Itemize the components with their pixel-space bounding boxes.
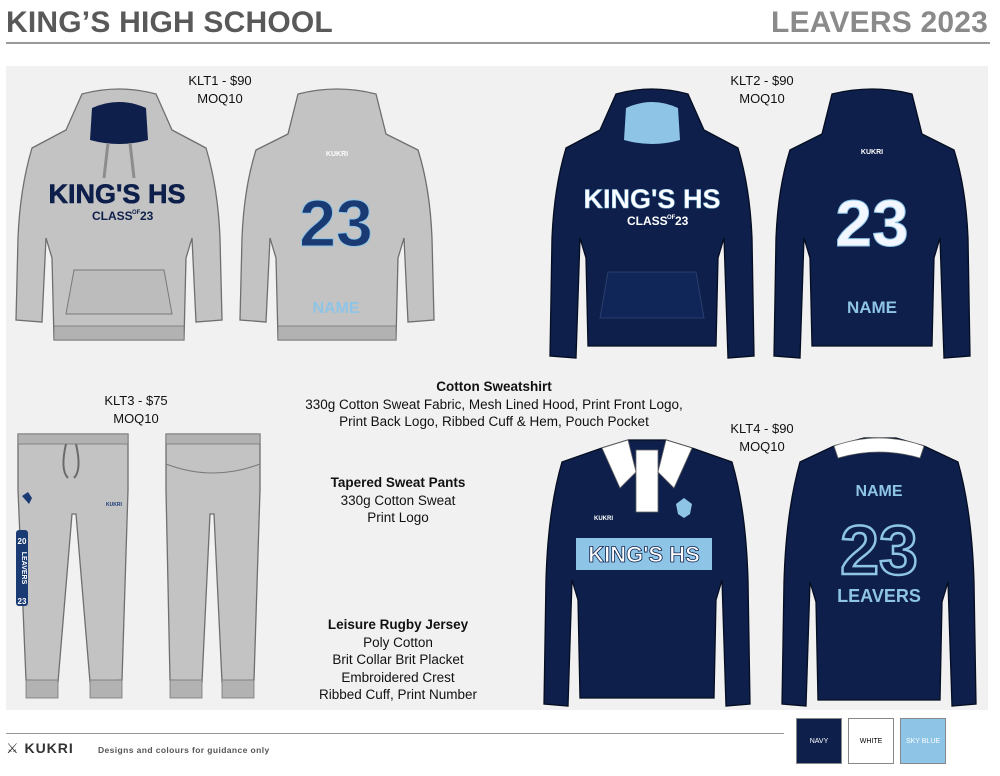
guidance-note: Designs and colours for guidance only	[98, 745, 270, 755]
klt4-jersey-front	[536, 430, 758, 710]
klt3-moq: MOQ10	[113, 411, 159, 426]
klt2-moq: MOQ10	[739, 91, 785, 106]
klt2-class-text: CLASS	[627, 214, 668, 228]
jersey-line-2: Brit Collar Brit Placket	[332, 652, 464, 667]
klt4-moq: MOQ10	[739, 439, 785, 454]
sweatshirt-title: Cotton Sweatshirt	[436, 379, 552, 394]
klt1-back-number: 23	[299, 186, 373, 260]
jersey-line-4: Ribbed Cuff, Print Number	[318, 687, 478, 702]
klt1-back-name: NAME	[312, 300, 360, 317]
jersey-title: Leisure Rugby Jersey	[327, 617, 469, 632]
klt4-front-logo: KING'S HS	[588, 542, 700, 567]
klt4-back-name: NAME	[855, 483, 903, 500]
pants-description	[298, 474, 498, 527]
kukri-wordmark: KUKRI	[24, 740, 74, 756]
klt1-moq: MOQ10	[197, 91, 243, 106]
klt3-front-brand: KUKRI	[106, 502, 122, 508]
klt2-class-sup: OF	[667, 215, 676, 221]
klt1-hoodie-front	[8, 88, 230, 352]
kukri-logo	[6, 740, 74, 757]
sweatshirt-line-2: Print Back Logo, Ribbed Cuff & Hem, Pouch Pocket	[339, 414, 649, 429]
klt3-leg-word: LEAVERS	[20, 551, 27, 585]
klt1-back-brand: KUKRI	[325, 151, 349, 158]
header-divider	[6, 42, 990, 44]
klt2-back-brand: KUKRI	[860, 149, 884, 156]
klt1-front-logo: KING'S HS	[48, 179, 186, 209]
pants-line-2: Print Logo	[367, 510, 429, 525]
klt4-jersey-back	[774, 432, 984, 710]
klt4-front-brand: KUKRI	[594, 516, 613, 522]
klt1-class-text: CLASS	[92, 209, 133, 223]
klt3-label	[96, 392, 176, 428]
klt2-back-name: NAME	[846, 298, 898, 317]
klt3-leg-top: 20	[17, 537, 27, 546]
swatch-sky-blue-label: SKY BLUE	[905, 737, 941, 745]
klt3-pants-front	[10, 430, 136, 706]
school-title: KING’S HIGH SCHOOL	[6, 6, 333, 39]
klt2-hoodie-front	[544, 88, 760, 370]
swatch-navy-label: NAVY	[809, 737, 829, 745]
swatch-white-label: WHITE	[859, 737, 883, 745]
klt2-front-logo: KING'S HS	[583, 184, 721, 214]
klt3-leg-bottom: 23	[17, 597, 27, 606]
klt2-hoodie-back	[766, 88, 978, 370]
klt1-code: KLT1 - $90	[188, 73, 252, 88]
sweatshirt-description	[288, 378, 700, 431]
klt1-class-sup: OF	[132, 210, 141, 216]
klt1-class-year: 23	[140, 209, 154, 223]
klt3-code: KLT3 - $75	[104, 393, 168, 408]
klt2-class-year: 23	[675, 214, 689, 228]
klt4-code: KLT4 - $90	[730, 421, 794, 436]
klt2-code: KLT2 - $90	[730, 73, 794, 88]
pants-line-1: 330g Cotton Sweat	[340, 492, 456, 508]
klt4-back-leavers: LEAVERS	[837, 586, 921, 606]
klt2-back-number: 23	[835, 186, 909, 260]
swatch-navy	[796, 718, 842, 764]
jersey-description	[298, 616, 498, 704]
swatch-white	[848, 718, 894, 764]
footer-divider	[6, 733, 784, 734]
jersey-line-1: Poly Cotton	[363, 634, 433, 650]
event-title: LEAVERS 2023	[771, 6, 988, 39]
klt1-hoodie-back	[232, 88, 442, 350]
klt4-back-number: 23	[840, 511, 918, 589]
kukri-icon: ⚔	[6, 740, 20, 756]
pants-title: Tapered Sweat Pants	[330, 475, 466, 490]
swatch-sky-blue	[900, 718, 946, 764]
jersey-line-3: Embroidered Crest	[341, 669, 455, 685]
sweatshirt-line-1: 330g Cotton Sweat Fabric, Mesh Lined Hood, Print Front Logo,	[305, 396, 683, 412]
klt3-pants-back	[160, 430, 266, 706]
